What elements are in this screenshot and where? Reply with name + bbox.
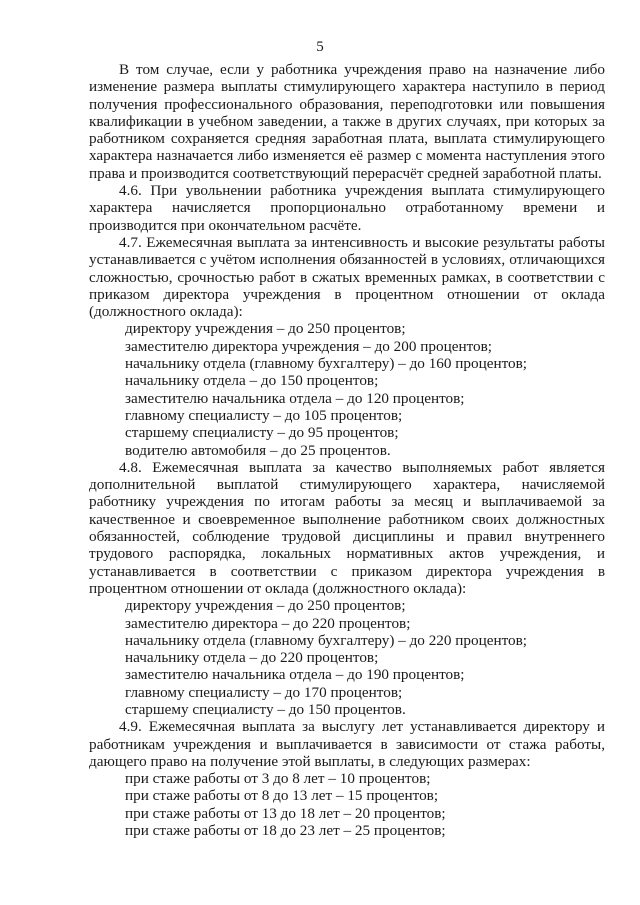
page-number: 5 <box>316 39 324 55</box>
list-item: заместителю директора учреждения – до 200 процентов; <box>125 337 492 355</box>
list-item: директору учреждения – до 250 процентов; <box>125 320 406 338</box>
list-item: при стаже работы от 18 до 23 лет – 25 процентов; <box>125 822 446 840</box>
list-item: старшему специалисту – до 150 процентов. <box>125 700 406 718</box>
list-item: главному специалисту – до 170 процентов; <box>125 683 403 701</box>
list-item: начальнику отдела – до 220 процентов; <box>125 649 379 667</box>
paragraph: 4.6. При увольнении работника учреждения выплата стимулирующего характера начисляется пропорционально отработанному времени и производится при окончательном расчёте. <box>89 182 605 234</box>
document-body <box>89 61 605 839</box>
list-item: директору учреждения – до 250 процентов; <box>125 597 406 615</box>
list-item: при стаже работы от 8 до 13 лет – 15 процентов; <box>125 787 439 805</box>
list-item: начальнику отдела (главному бухгалтеру) – до 160 процентов; <box>125 355 527 373</box>
list-item: начальнику отдела – до 150 процентов; <box>125 372 379 390</box>
list-item: при стаже работы от 13 до 18 лет – 20 процентов; <box>125 804 446 822</box>
paragraph: В том случае, если у работника учреждения право на назначение либо изменение размера выплаты стимулирующего характера наступило в период получения профессионального образования, переподготовки или повышения квалификации в учебном заведении, а также в других случаях, при которых за работником сохраняется средняя заработная плата, выплата стимулирующего характера назначается либо изменяется её размер с момента наступления этого права и производится соответствующий перерасчёт средней заработной платы. <box>89 61 605 182</box>
list-item: заместителю начальника отдела – до 190 процентов; <box>125 666 465 684</box>
list-item: заместителю директора – до 220 процентов; <box>125 614 411 632</box>
paragraph: 4.7. Ежемесячная выплата за интенсивность и высокие результаты работы устанавливается с учётом исполнения обязанностей в условиях, отличающихся сложностью, срочностью работ в сжатых временных рамках, в соответствии с приказом директора учреждения в процентном отношении от оклада (должностного оклада): <box>89 233 605 321</box>
list-item: начальнику отдела (главному бухгалтеру) – до 220 процентов; <box>125 631 527 649</box>
list-item: при стаже работы от 3 до 8 лет – 10 процентов; <box>125 770 431 788</box>
list-item: водителю автомобиля – до 25 процентов. <box>125 441 391 459</box>
list-item: заместителю начальника отдела – до 120 процентов; <box>125 389 465 407</box>
list-item: старшему специалисту – до 95 процентов; <box>125 424 399 442</box>
paragraph: 4.8. Ежемесячная выплата за качество выполняемых работ является дополнительной выплатой стимулирующего характера, начисляемой работнику учреждения по итогам работы за месяц и выплачиваемой за качественное и своевременное выполнение работником своих должностных обязанностей, соблюдение трудовой дисциплины и правил внутреннего трудового распорядка, локальных нормативных актов учреждения, и устанавливается в соответствии с приказом директора учреждения в процентном отношении от оклада (должностного оклада): <box>89 458 605 597</box>
list-item: главному специалисту – до 105 процентов; <box>125 406 403 424</box>
paragraph: 4.9. Ежемесячная выплата за выслугу лет устанавливается директору и работникам учреждения и выплачивается в зависимости от стажа работы, дающего право на получение этой выплаты, в следующих размерах: <box>89 718 605 770</box>
